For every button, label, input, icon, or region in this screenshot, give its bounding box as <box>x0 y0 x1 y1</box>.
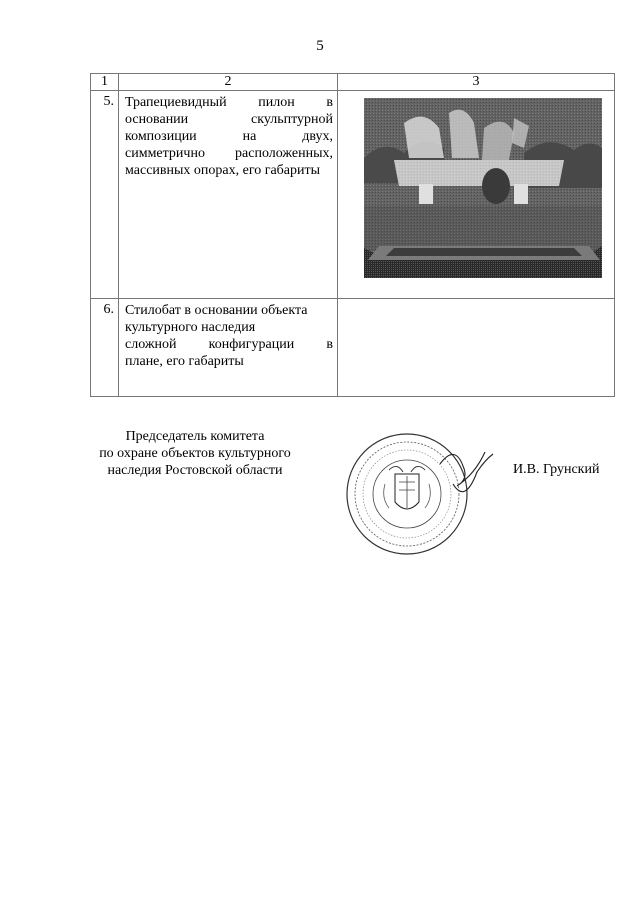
monument-elements-table <box>90 73 615 397</box>
description-line: симметрично расположенных, <box>125 146 333 161</box>
description-line: композиции на двух, <box>125 129 333 144</box>
description-line: сложной конфигурации в <box>125 337 333 352</box>
empty-photo-cell <box>338 299 615 397</box>
signature-block <box>0 428 640 568</box>
description-line: Трапециевидный пилон в <box>125 95 333 110</box>
row-description <box>119 91 338 299</box>
row-number: 5. <box>91 91 119 299</box>
description-line: культурного наследия <box>125 320 256 335</box>
description-line: Стилобат в основании объекта <box>125 303 308 318</box>
signer-name: И.В. Грунский <box>513 462 600 477</box>
description-line: массивных опорах, его габариты <box>125 163 321 178</box>
description-line: основании скульптурной <box>125 112 333 127</box>
photo-cell <box>338 91 615 299</box>
table-header-row <box>91 74 615 91</box>
table-row <box>91 299 615 397</box>
signer-position <box>70 428 320 479</box>
row-number: 6. <box>91 299 119 397</box>
header-cell-1: 1 <box>91 74 119 91</box>
table-row <box>91 91 615 299</box>
position-line: наследия Ростовской области <box>107 463 283 478</box>
header-cell-2: 2 <box>119 74 338 91</box>
row-description <box>119 299 338 397</box>
page-number: 5 <box>316 38 324 54</box>
position-line: по охране объектов культурного <box>99 446 291 461</box>
position-line: Председатель комитета <box>125 429 265 444</box>
monument-photo <box>364 98 602 278</box>
official-seal-stamp <box>345 424 495 564</box>
description-line: плане, его габариты <box>125 354 244 369</box>
header-cell-3: 3 <box>338 74 615 91</box>
